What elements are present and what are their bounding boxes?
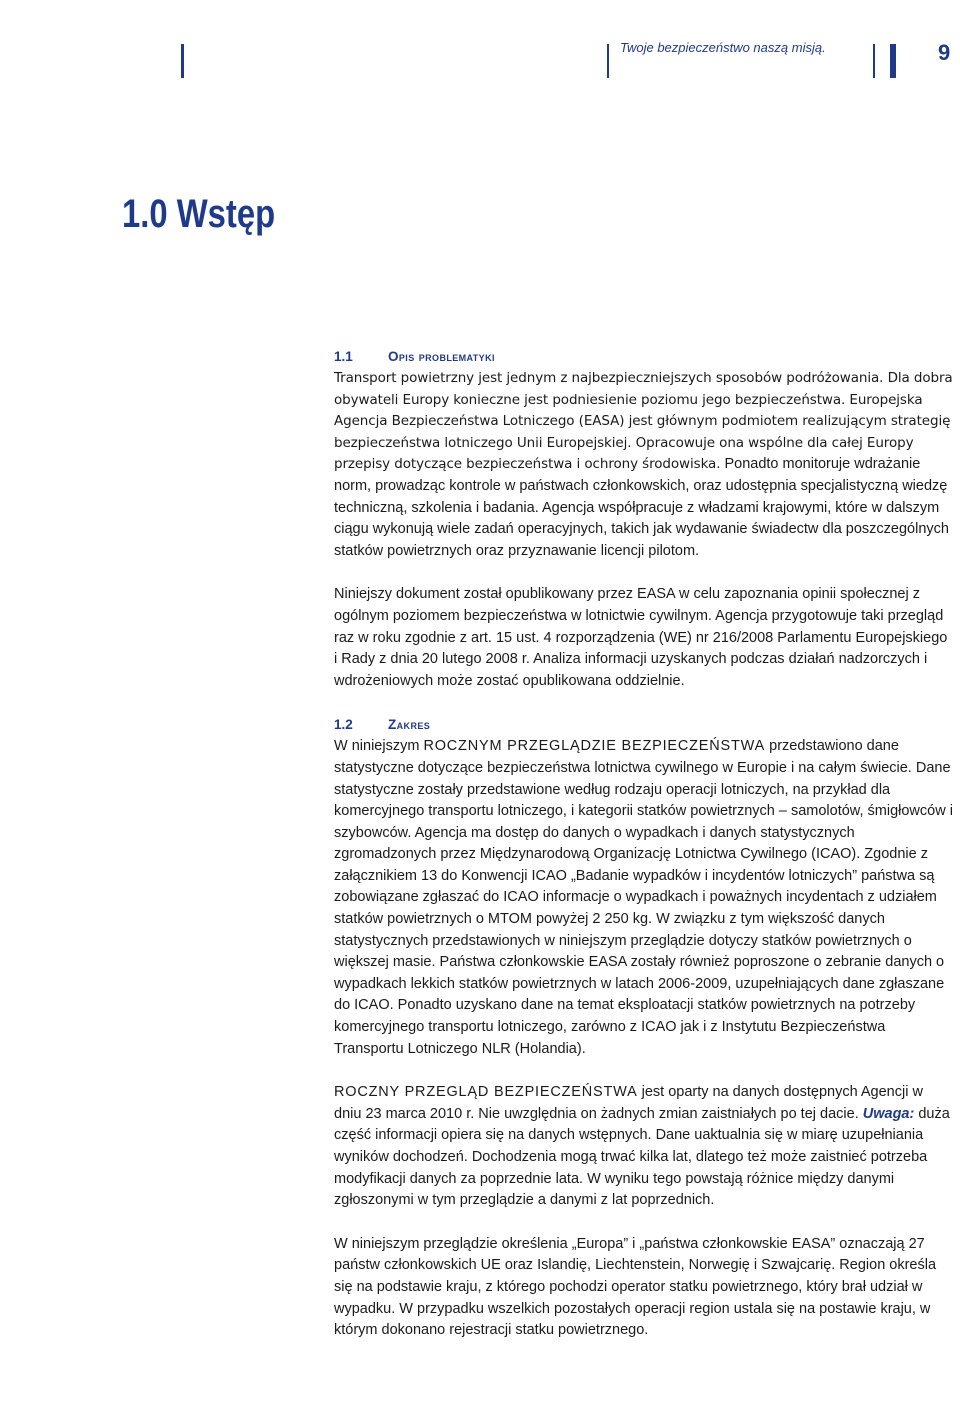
scope-lead: W niniejszym (334, 738, 424, 755)
section-number: 1.2 (334, 717, 353, 733)
data-date-b: duża część informacji opiera się na danych wstępnych. Dane uaktualnia się w miarę uzupełniania wyników dochodzeń. Dochodzenia mogą trwać kilka lat, dlatego też może zaistnieć potrzeba modyfikacji danych za poprzednie lata. W wyniku tego powstają różnice między danymi zgłoszonymi w tym przeglądzie a danymi z lat poprzednich. (334, 1105, 950, 1209)
note-label: Uwaga: (862, 1105, 915, 1122)
header-divider-right-thin (873, 44, 875, 78)
section-title: Zakres (388, 717, 431, 733)
section-heading-1-2 (334, 714, 954, 736)
main-content (334, 346, 954, 1342)
section-title: Opis problematyki (388, 349, 495, 364)
scope-rest: przedstawiono dane statystyczne dotyczące bezpieczeństwa lotnictwa cywilnego w Europie i na całym świecie. Dane statystyczne zostały przedstawione według rodzaju operacji lotniczych, na przykład dla komercyjnego transportu lotniczego, i kategorii statków powietrznych – samolotów, śmigłowców i szybowców. Agencja ma dostęp do danych o wypadkach i danych statystycznych zgromadzonych przez Międzynarodową Organizację Lotnictwa Cywilnego (ICAO). Zgodnie z załącznikiem 13 do Konwencji ICAO „Badanie wypadków i incydentów lotniczych” państwa są zobowiązane zgłaszać do ICAO informacje o wypadkach i poważnych incydentach z udziałem statków powietrznych o MTOM powyżej 2 250 kg. W związku z tym większość danych statystycznych przedstawionych w niniejszym przeglądzie dotyczy statków powietrznych o większej masie. Państwa członkowskie EASA zostały również poproszone o zebranie danych o wypadkach lekkich statków powietrznych w latach 2006-2009, uzupełniających dane zgłaszane do ICAO. Ponadto uzyskano dane na temat eksploatacji statków powietrznych na potrzeby komercyjnego transportu lotniczego, zarówno z ICAO jak i z Instytutu Bezpieczeństwa Transportu Lotniczego NLR (Holandia). (334, 738, 953, 1057)
paragraph-intro (334, 368, 954, 562)
section-heading-1-1 (334, 346, 954, 368)
report-name: ROCZNY PRZEGLĄD BEZPIECZEŃSTWA (334, 1084, 638, 1101)
header-tagline: Twoje bezpieczeństwo naszą misją. (620, 40, 826, 55)
paragraph-scope (334, 736, 954, 1060)
header-divider-mid (607, 44, 609, 78)
paragraph-data-date (334, 1082, 954, 1212)
chapter-title: 1.0 Wstęp (122, 192, 276, 236)
paragraph-definitions: W niniejszym przeglądzie określenia „Europa” i „państwa członkowskie EASA” oznaczają 27 państw członkowskich UE oraz Islandię, Liechtenstein, Norwegię i Szwajcarię. Region określa się na podstawie kraju, z którego pochodzi operator statku powietrznego, który brał udział w wypadku. W przypadku wszelkich pozostałych operacji region ustala się na postawie kraju, w którym dokonano rejestracji statku powietrznego. (334, 1235, 937, 1339)
page-number: 9 (938, 40, 951, 65)
report-name: ROCZNYM PRZEGLĄDZIE BEZPIECZEŃSTWA (423, 738, 766, 755)
header-divider-left (181, 44, 184, 78)
paragraph-intro-part2: Ponadto monitoruje wdrażanie norm, prowadząc kontrole w państwach członkowskich, oraz udostępnia specjalistyczną wiedzę techniczną, szkolenia i badania. Agencja współpracuje z władzami krajowymi, które w dalszym ciągu wykonują wiele zadań operacyjnych, takich jak wydawanie świadectw dla poszczególnych statków powietrznych oraz przyznawanie licencji pilotom. (334, 456, 949, 559)
header-divider-right-thick (890, 44, 896, 78)
paragraph-publication: Niniejszy dokument został opublikowany przez EASA w celu zapoznania opinii społecznej z ogólnym poziomem bezpieczeństwa w lotnictwie cywilnym. Agencja przygotowuje taki przegląd raz w roku zgodnie z art. 15 ust. 4 rozporządzenia (WE) nr 216/2008 Parlamentu Europejskiego i Rady z dnia 20 lutego 2008 r. Analiza informacji uzyskanych podczas działań nadzorczych i wdrożeniowych może zostać opublikowana oddzielnie. (334, 586, 948, 689)
section-number: 1.1 (334, 349, 353, 364)
data-date-a: jest oparty na danych dostępnych Agencji w dniu 23 marca 2010 r. Nie uwzględnia on żadnych zmian zaistniałych po tej dacie. (334, 1084, 923, 1122)
paragraph-intro-part1: Transport powietrzny jest jednym z najbezpieczniejszych sposobów podróżowania. Dla dobra obywateli Europy konieczne jest podniesienie poziomu jego bezpieczeństwa. Europejska Agencja Bezpieczeństwa Lotniczego (EASA) jest głównym podmiotem realizującym strategię bezpieczeństwa lotniczego Unii Europejskiej. Opracowuje ona wspólne dla całej Europy przepisy dotyczące bezpieczeństwa i ochrony środowiska. (334, 370, 953, 473)
